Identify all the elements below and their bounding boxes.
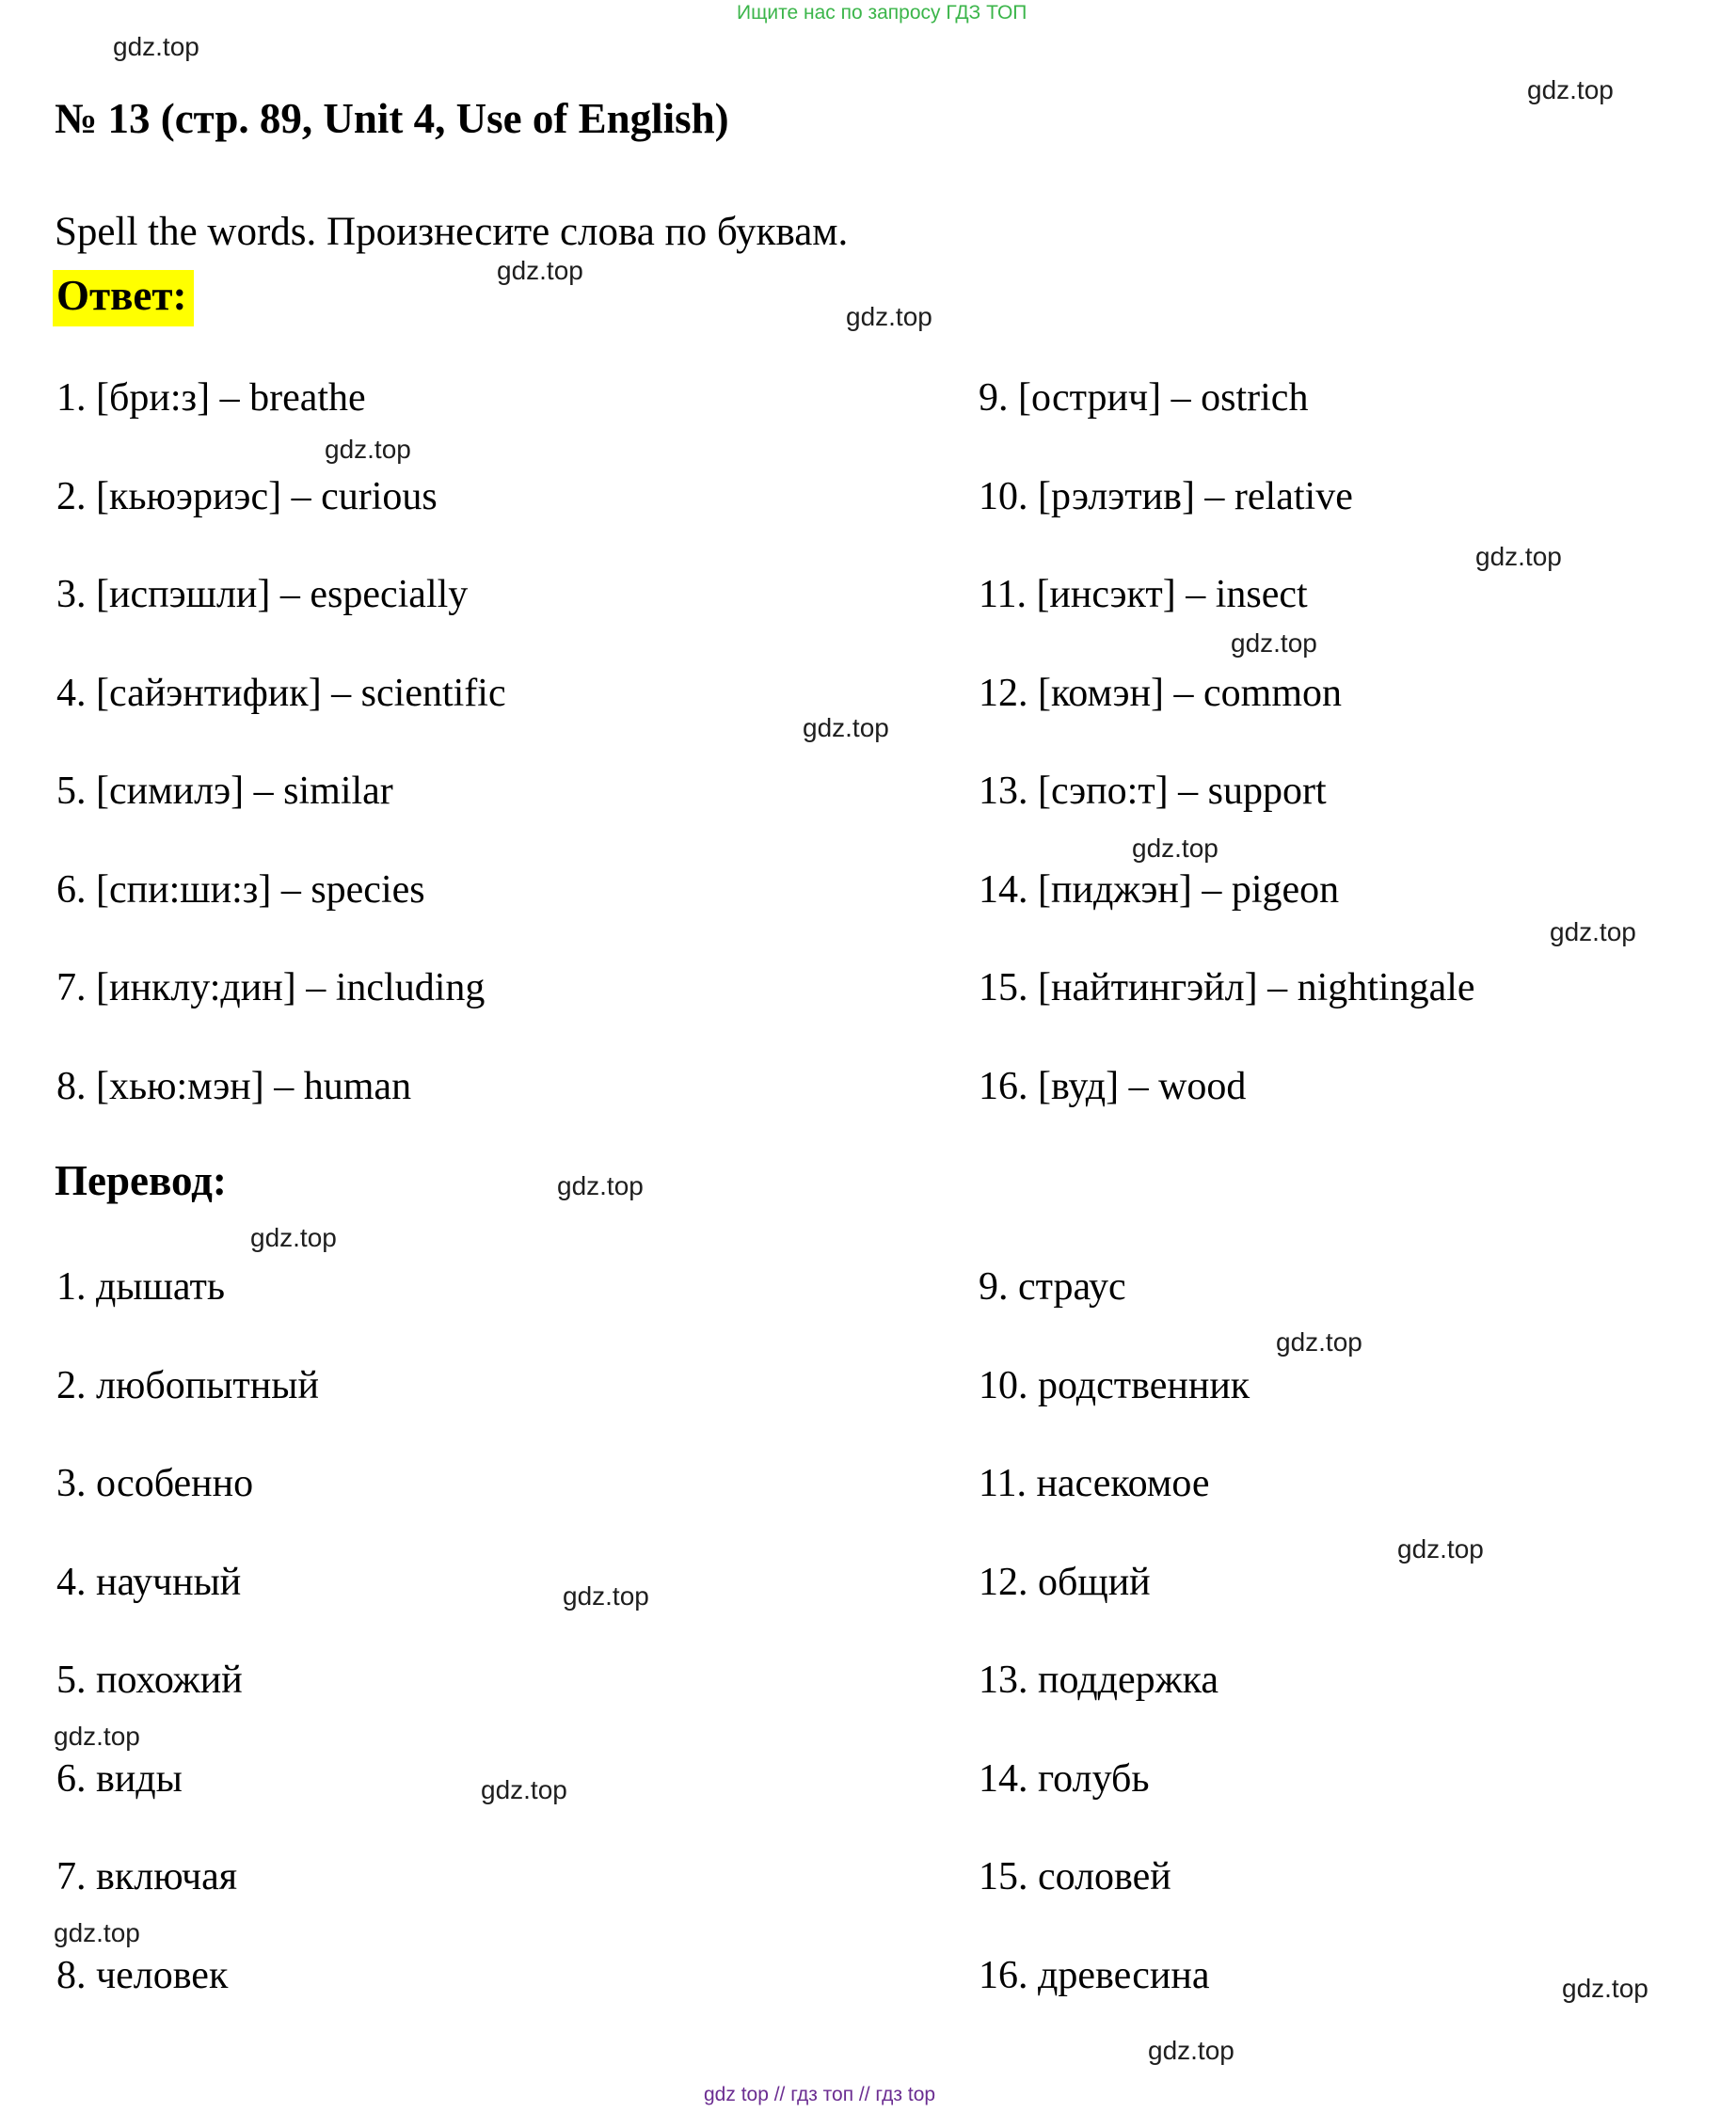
answer-item: 7. [инклу:дин] – including <box>56 966 486 1009</box>
instruction-text: Spell the words. Произнесите слова по буквам. <box>55 210 849 254</box>
translation-item: 9. страус <box>979 1265 1126 1309</box>
watermark-gdz-top: gdz.top <box>54 1918 140 1947</box>
watermark-gdz-top: gdz.top <box>1562 1974 1648 2003</box>
promo-banner: Ищите нас по запросу ГДЗ ТОП <box>737 2 1027 24</box>
answer-item: 14. [пиджэн] – pigeon <box>979 868 1340 912</box>
watermark-gdz-top: gdz.top <box>113 32 199 61</box>
answer-item: 3. [испэшли] – especially <box>56 573 469 616</box>
watermark-gdz-top: gdz.top <box>1397 1534 1484 1564</box>
watermark-gdz-top: gdz.top <box>1132 834 1218 863</box>
watermark-gdz-top: gdz.top <box>497 256 583 285</box>
watermark-gdz-top: gdz.top <box>1475 542 1562 571</box>
translation-item: 3. особенно <box>56 1462 254 1505</box>
translation-item: 8. человек <box>56 1954 229 1997</box>
watermark-gdz-top: gdz.top <box>1527 75 1614 104</box>
footer-watermark: gdz top // гдз топ // гдз top <box>704 2084 936 2105</box>
watermark-gdz-top: gdz.top <box>803 713 889 742</box>
translation-heading: Перевод: <box>55 1157 227 1204</box>
answer-item: 6. [спи:ши:з] – species <box>56 868 425 912</box>
answer-item: 5. [симилэ] – similar <box>56 770 393 813</box>
translation-item: 6. виды <box>56 1757 183 1801</box>
answer-item: 4. [сайэнтифик] – scientific <box>56 672 506 715</box>
translation-item: 11. насекомое <box>979 1462 1210 1505</box>
watermark-gdz-top: gdz.top <box>1276 1327 1362 1357</box>
answer-heading: Ответ: <box>53 270 194 326</box>
translation-item: 2. любопытный <box>56 1364 319 1407</box>
translation-item: 15. соловей <box>979 1855 1171 1898</box>
translation-item: 4. научный <box>56 1561 242 1604</box>
page-title: № 13 (стр. 89, Unit 4, Use of English) <box>55 95 729 143</box>
translation-item: 13. поддержка <box>979 1659 1219 1702</box>
translation-item: 10. родственник <box>979 1364 1250 1407</box>
translation-item: 1. дышать <box>56 1265 225 1309</box>
watermark-gdz-top: gdz.top <box>250 1223 337 1252</box>
watermark-gdz-top: gdz.top <box>846 302 932 331</box>
translation-item: 16. древесина <box>979 1954 1210 1997</box>
answer-item: 8. [хью:мэн] – human <box>56 1065 412 1108</box>
answer-item: 10. [рэлэтив] – relative <box>979 475 1353 518</box>
watermark-gdz-top: gdz.top <box>54 1722 140 1751</box>
answer-item: 13. [сэпо:т] – support <box>979 770 1327 813</box>
answer-item: 11. [инсэкт] – insect <box>979 573 1308 616</box>
watermark-gdz-top: gdz.top <box>563 1581 649 1611</box>
watermark-gdz-top: gdz.top <box>557 1171 644 1200</box>
translation-item: 12. общий <box>979 1561 1151 1604</box>
watermark-gdz-top: gdz.top <box>1550 917 1636 946</box>
watermark-gdz-top: gdz.top <box>481 1775 567 1804</box>
answer-item: 15. [найтингэйл] – nightingale <box>979 966 1475 1009</box>
watermark-gdz-top: gdz.top <box>325 435 411 464</box>
translation-item: 7. включая <box>56 1855 238 1898</box>
answer-item: 2. [кьюэриэс] – curious <box>56 475 438 518</box>
watermark-gdz-top: gdz.top <box>1231 628 1317 658</box>
translation-item: 14. голубь <box>979 1757 1150 1801</box>
watermark-gdz-top: gdz.top <box>1148 2036 1234 2065</box>
answer-item: 1. [бри:з] – breathe <box>56 376 366 420</box>
answer-item: 12. [комэн] – common <box>979 672 1343 715</box>
translation-item: 5. похожий <box>56 1659 243 1702</box>
answer-item: 9. [острич] – ostrich <box>979 376 1309 420</box>
answer-item: 16. [вуд] – wood <box>979 1065 1247 1108</box>
